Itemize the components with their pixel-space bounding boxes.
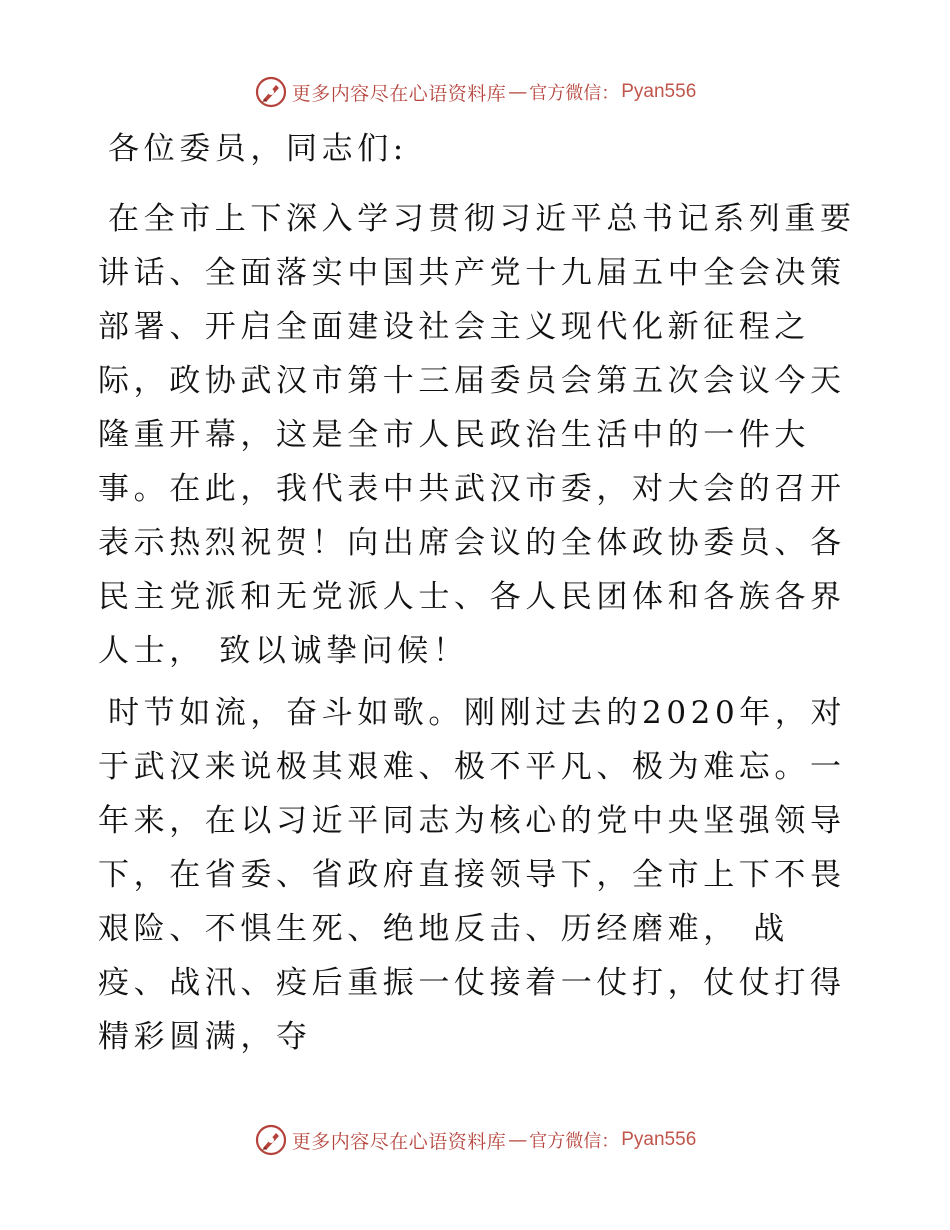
red-pen-circle-logo-icon: [254, 1123, 288, 1157]
watermark-wechat-label: 官方微信：: [529, 83, 620, 104]
red-pen-circle-logo-icon: [254, 75, 288, 109]
watermark-wechat-id: Pyan556: [621, 81, 697, 102]
watermark-banner-bottom: [0, 1120, 950, 1160]
watermark-separator: —: [508, 1129, 528, 1151]
watermark-separator: —: [508, 81, 528, 103]
watermark-banner-top: [0, 72, 950, 112]
watermark-wechat-label: 官方微信：: [529, 1131, 620, 1152]
watermark-wechat-id: Pyan556: [621, 1129, 697, 1150]
paragraph-1: 在全市上下深入学习贯彻习近平总书记系列重要讲话、全面落实中国共产党十九届五中全会决策部署、开启全面建设社会主义现代化新征程之际，政协武汉市第十三届委员会第五次会议今天隆重开幕，这是全市人民政治生活中的一件大事。在此，我代表中共武汉市委，对大会的召开表示热烈祝贺！向出席会议的全体政协委员、各民主党派和无党派人士、各人民团体和各族各界人士， 致以诚挚问候！: [98, 201, 856, 669]
greeting: 各位委员，同志们:: [108, 131, 408, 167]
watermark-text: 更多内容尽在心语资料库: [291, 1130, 507, 1153]
document-body: [98, 122, 858, 1072]
paragraph-2: 时节如流，奋斗如歌。刚刚过去的2020年，对于武汉来说极其艰难、极不平凡、极为难忘。一年来，在以习近平同志为核心的党中央坚强领导下，在省委、省政府直接领导下，全市上下不畏艰险、不惧生死、绝地反击、历经磨难， 战疫、战汛、疫后重振一仗接着一仗打，仗仗打得精彩圆满，夺: [98, 695, 847, 1055]
watermark-text: 更多内容尽在心语资料库: [291, 82, 507, 105]
